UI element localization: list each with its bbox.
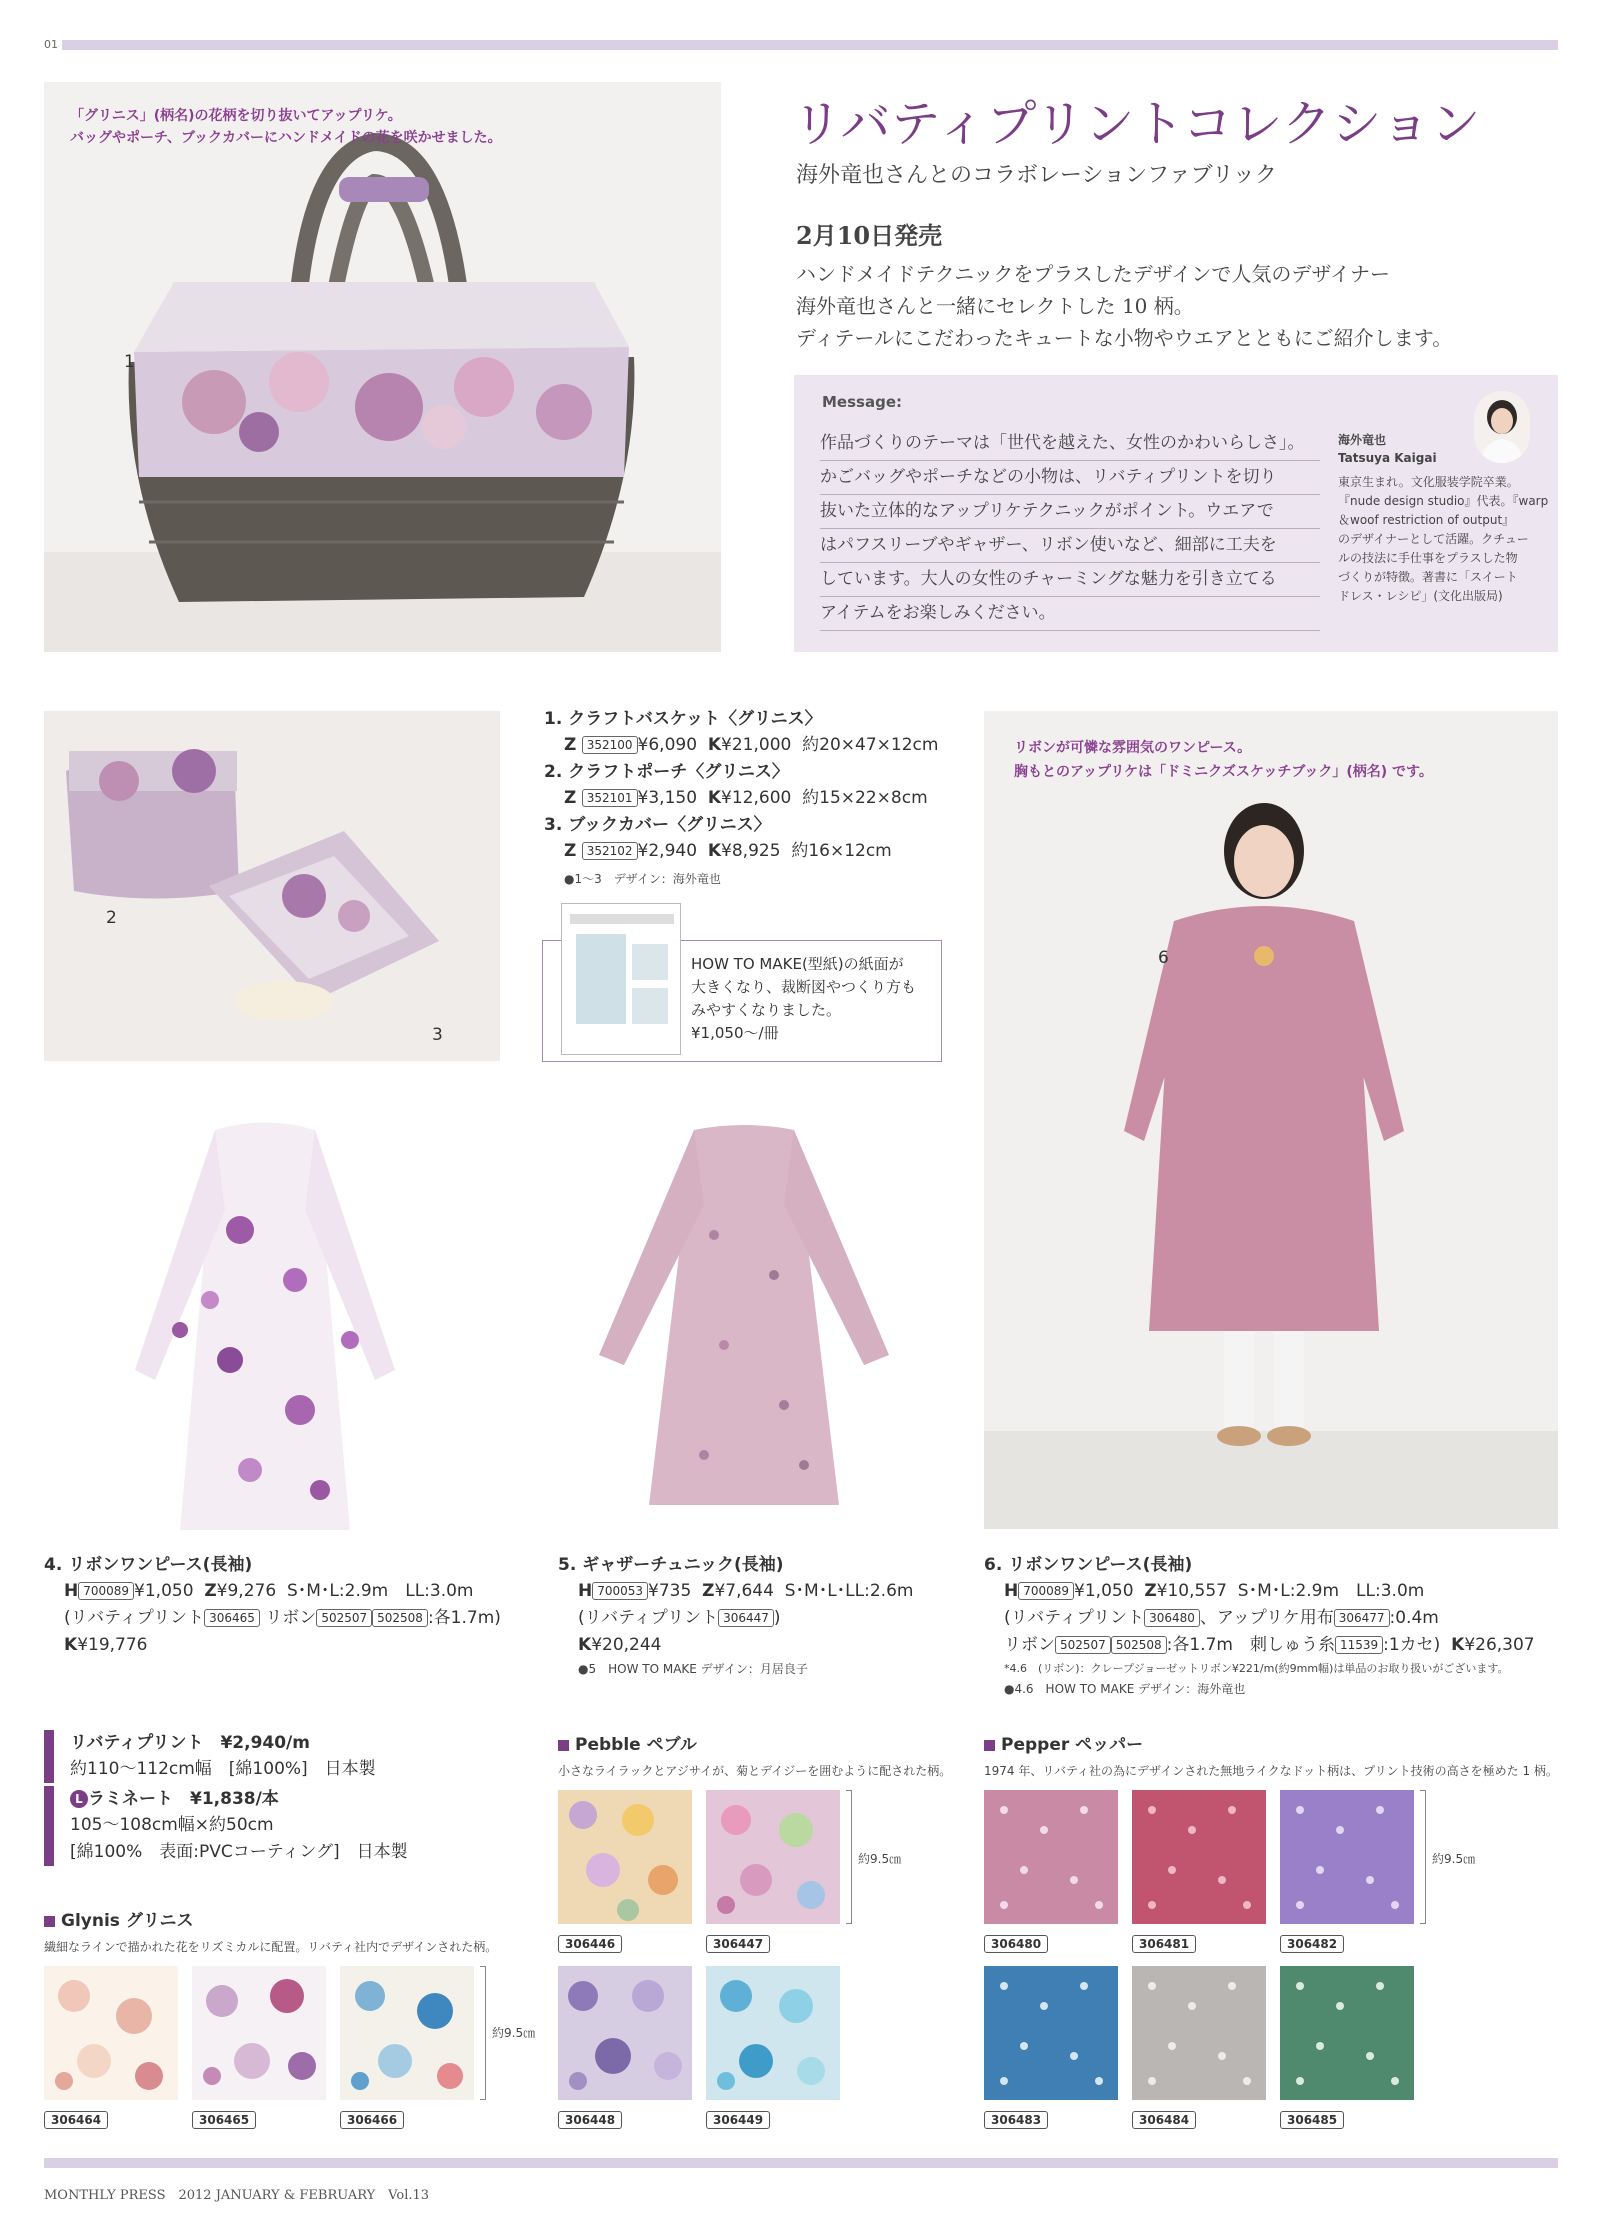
pouch-bookcover-photo (44, 711, 500, 1061)
swatch-306464 (44, 1966, 178, 2100)
code-306482: 306482 (1280, 1935, 1344, 1953)
code-306480: 306480 (984, 1935, 1048, 1953)
item-4-details: 4. リボンワンピース(長袖) H 700089 ¥1,050 Z¥9,276 S･M･L:2.9m LL:3.0m (リバティプリント 306465 リボン 502507 502508 :各1.7m) K¥19,776 (44, 1555, 501, 1655)
code-306446: 306446 (558, 1935, 622, 1953)
item-number-3: 3 (432, 1025, 443, 1045)
dress-4-photo (120, 1110, 410, 1540)
item-6-details: 6. リボンワンピース(長袖) H 700089 ¥1,050 Z¥10,557 S･M･L:2.9m LL:3.0m (リバティプリント 306480 、アップリケ用布 306477 :0.4m リボン 502507 502508 :各1.7m 刺しゅう糸 11539 :1カセ) K¥26,307 *4.6 (リボン)：クレープジョーゼットリボン¥221/m(約9mm幅)は単品のお取り扱いがございます。 ●4.6 HOW TO MAKE デザイン：海外竜也 (984, 1555, 1535, 1696)
pepper-heading: Pepper ペッパー (984, 1730, 1143, 1755)
swatch-306447 (706, 1790, 840, 1924)
swatch-306482 (1280, 1790, 1414, 1924)
laminate-info: L ラミネート ¥1,838/本 105～108cm幅×約50cm [綿100% 表面:PVCコーティング] 日本製 (44, 1786, 408, 1866)
pepper-size-bracket (1420, 1790, 1426, 1924)
product-item-1: 1. クラフトバスケット〈グリニス〉 Z 352100 ¥6,090 K¥21,000 約20×47×12cm (544, 709, 939, 755)
profile-romaji: Tatsuya Kaigai (1338, 451, 1437, 465)
pepper-description: 1974 年、リバティ社の為にデザインされた無地ライクなドット柄は、プリント技術の高さを極めた 1 柄。 (984, 1764, 1558, 1778)
hero-caption: 「グリニス」(柄名)の花柄を切り抜いてアップリケ。 バッグやポーチ、ブックカバーにハンドメイドの花を咲かせました。 (70, 108, 502, 146)
code-306484: 306484 (1132, 2111, 1196, 2129)
product-item-3: 3. ブックカバー〈グリニス〉 Z 352102 ¥2,940 K¥8,925 約16×12cm (544, 815, 892, 861)
model-number: 6 (1158, 948, 1169, 968)
items-1-3-list (544, 706, 984, 889)
code-306483: 306483 (984, 2111, 1048, 2129)
swatch-306484 (1132, 1966, 1266, 2100)
message-body: 作品づくりのテーマは「世代を越えた、女性のかわいらしさ」。 かごバッグやポーチなどの小物は、リバティプリントを切り 抜いた立体的なアップリケテクニックがポイント。ウエアで はパフスリーブやギャザー、リボン使いなど、細部に工夫を しています。大人の女性のチャーミングな魅力を引き立てる アイテムをお楽しみください。 (820, 427, 1320, 631)
code-306447: 306447 (706, 1935, 770, 1953)
dress-5-photo (584, 1115, 904, 1515)
swatch-306481 (1132, 1790, 1266, 1924)
page-title: リバティプリントコレクション (792, 95, 1481, 153)
howto-price: ¥1,050～/冊 (691, 1024, 779, 1042)
glynis-size-label: 約9.5㎝ (492, 2026, 536, 2040)
designer-avatar (1474, 391, 1530, 463)
glynis-heading: Glynis グリニス (44, 1906, 194, 1931)
release-date: 2月10日発売 (796, 221, 943, 250)
howto-box (542, 940, 942, 1062)
swatch-306485 (1280, 1966, 1414, 2100)
code-306481: 306481 (1132, 1935, 1196, 1953)
howto-text: HOW TO MAKE(型紙)の紙面が 大きくなり、裁断図やつくり方も みやすくなりました。 ¥1,050～/冊 (691, 953, 916, 1045)
design-note-1-3: ●1～3 デザイン：海外竜也 (564, 872, 721, 886)
profile-bio: 東京生まれ。文化服装学院卒業。 『nude design studio』代表。『warp ＆woof restriction of output』 のデザイナーとして活躍。クチュー ルの技法に手仕事をプラスした物 づくりが特徴。著書に「スイート ドレス・レシピ」(文化出版局) (1338, 475, 1549, 603)
code-306466: 306466 (340, 2111, 404, 2129)
intro-text: ハンドメイドテクニックをプラスしたデザインで人気のデザイナー 海外竜也さんと一緒にセレクトした 10 柄。 ディテールにこだわったキュートな小物やウエアとともにご紹介します。 (796, 262, 1453, 350)
pebble-heading: Pebble ペブル (558, 1730, 697, 1755)
hero-photo-basket (44, 82, 721, 652)
pebble-description: 小さなライラックとアジサイが、菊とデイジーを囲むように配された柄。 (558, 1764, 952, 1778)
page-subtitle: 海外竜也さんとのコラボレーションファブリック (796, 163, 1277, 188)
page-number: 01 (44, 38, 62, 51)
footer-text: MONTHLY PRESS 2012 JANUARY & FEBRUARY Vol.13 (44, 2188, 430, 2203)
product-item-2: 2. クラフトポーチ〈グリニス〉 Z 352101 ¥3,150 K¥12,600 約15×22×8cm (544, 762, 928, 808)
swatch-306446 (558, 1790, 692, 1924)
swatch-306449 (706, 1966, 840, 2100)
message-label: Message: (822, 393, 902, 411)
code-306449: 306449 (706, 2111, 770, 2129)
swatch-306480 (984, 1790, 1118, 1924)
glynis-description: 繊細なラインで描かれた花をリズミカルに配置。リバティ社内でデザインされた柄。 (44, 1940, 498, 1954)
model-caption: リボンが可憐な雰囲気のワンピース。 胸もとのアップリケは「ドミニクズスケッチブック」(柄名) です。 (1014, 740, 1433, 780)
code-306448: 306448 (558, 2111, 622, 2129)
pebble-size-bracket (846, 1790, 852, 1924)
liberty-print-info: リバティプリント ¥2,940/m 約110～112cm幅 [綿100%] 日本製 (44, 1730, 376, 1783)
laminate-badge: L (70, 1790, 88, 1808)
code-306485: 306485 (1280, 2111, 1344, 2129)
model-photo (984, 711, 1558, 1529)
code-306464: 306464 (44, 2111, 108, 2129)
hero-number: 1 (124, 352, 135, 372)
swatch-306448 (558, 1966, 692, 2100)
swatch-306465 (192, 1966, 326, 2100)
swatch-306483 (984, 1966, 1118, 2100)
howto-booklet-icon (561, 903, 681, 1055)
bottom-rule (44, 2158, 1558, 2168)
pepper-size-label: 約9.5㎝ (1432, 1852, 1476, 1866)
glynis-size-bracket (480, 1966, 486, 2100)
profile-name: 海外竜也 (1338, 433, 1387, 447)
top-rule (44, 40, 1558, 50)
pebble-size-label: 約9.5㎝ (858, 1852, 902, 1866)
message-box (794, 375, 1558, 652)
item-number-2: 2 (106, 908, 117, 928)
code-306465: 306465 (192, 2111, 256, 2129)
swatch-306466 (340, 1966, 474, 2100)
item-5-details: 5. ギャザーチュニック(長袖) H 700053 ¥735 Z¥7,644 S･M･L･LL:2.6m (リバティプリント 306447 ) K¥20,244 ●5 HOW TO MAKE デザイン：月居良子 (558, 1555, 914, 1676)
